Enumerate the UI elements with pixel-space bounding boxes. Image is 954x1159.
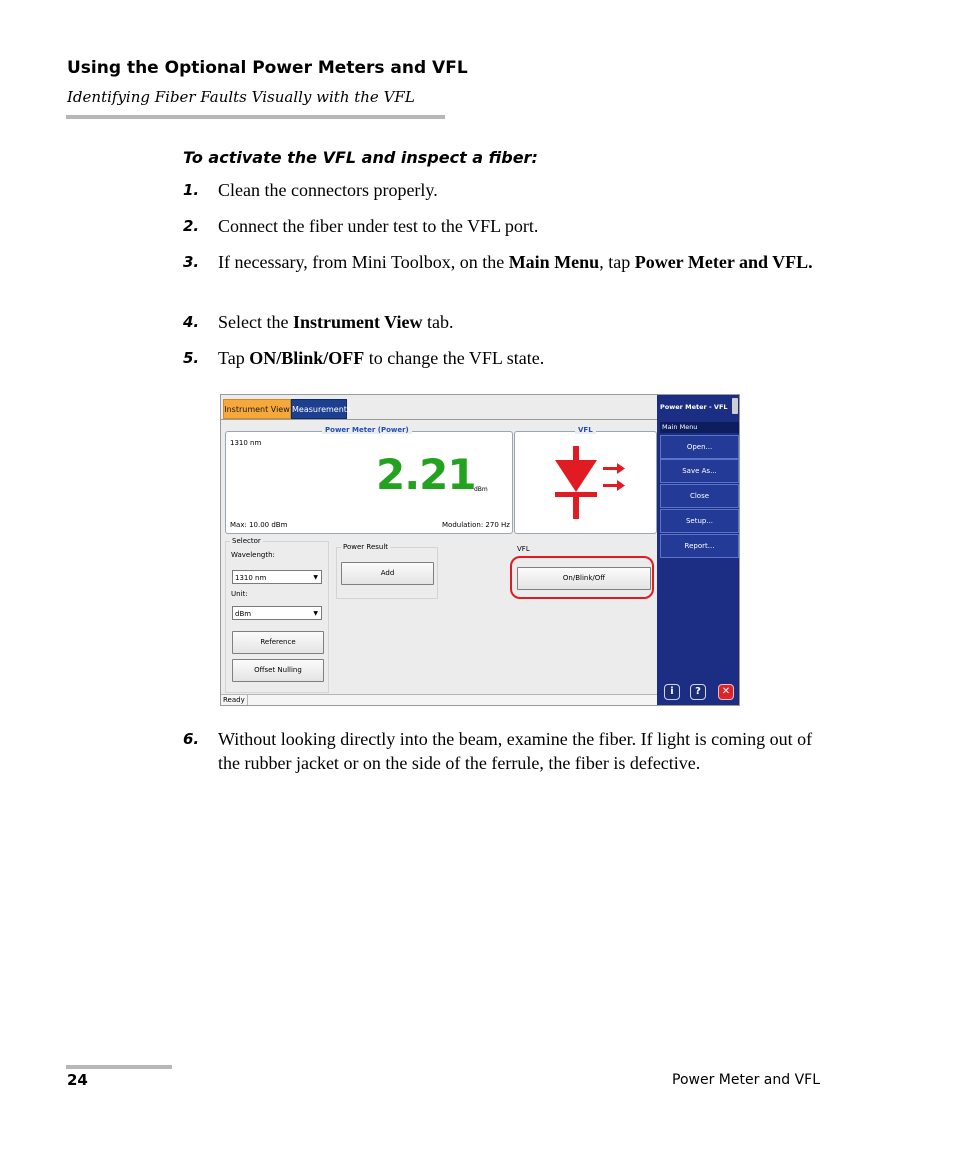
header-rule: [66, 115, 445, 119]
procedure-heading: To activate the VFL and inspect a fiber:: [183, 148, 538, 167]
step-text-bold: Instrument View: [292, 312, 423, 332]
step-text-bold: Power Meter and VFL.: [634, 252, 813, 272]
status-bar: [221, 694, 657, 706]
step-text: [218, 727, 823, 775]
menu-item-save-as[interactable]: Save As...: [660, 459, 739, 483]
menu-item-report[interactable]: Report...: [660, 534, 739, 558]
subsection-title: Identifying Fiber Faults Visually with the VFL: [67, 88, 415, 106]
menu-item-open[interactable]: Open...: [660, 435, 739, 459]
wavelength-select-value: 1310 nm: [235, 574, 267, 582]
step-5: [183, 346, 823, 370]
tab-measurements[interactable]: Measurements: [291, 399, 347, 419]
step-text-run: Connect the fiber under test to the VFL port.: [218, 216, 539, 236]
unit-select[interactable]: [232, 606, 322, 620]
info-icon[interactable]: i: [664, 684, 680, 700]
step-number: 2.: [183, 217, 200, 235]
chevron-down-icon: ▼: [313, 574, 318, 581]
footer-doc-title: Power Meter and VFL: [672, 1072, 820, 1088]
battery-icon: [732, 398, 738, 414]
close-icon[interactable]: ✕: [718, 684, 734, 700]
tab-instrument-view[interactable]: Instrument View: [223, 399, 291, 419]
power-meter-panel: [225, 426, 513, 534]
sidebar-title: Power Meter - VFL: [660, 403, 728, 411]
on-blink-off-button[interactable]: On/Blink/Off: [517, 567, 651, 590]
step-text-bold: Main Menu: [508, 252, 600, 272]
unit-select-value: dBm: [235, 610, 252, 618]
step-3: [183, 250, 823, 274]
selector-group: [225, 537, 329, 693]
instrument-screenshot: [220, 394, 740, 706]
step-2: [183, 214, 823, 238]
highlight-circle: [510, 556, 654, 599]
unit-label: Unit:: [231, 590, 248, 598]
step-text-bold: ON/Blink/OFF: [249, 348, 365, 368]
menu-item-setup[interactable]: Setup...: [660, 509, 739, 533]
add-button[interactable]: Add: [341, 562, 434, 585]
selector-legend: Selector: [232, 537, 261, 545]
offset-nulling-button[interactable]: Offset Nulling: [232, 659, 324, 682]
chevron-down-icon: ▼: [313, 610, 318, 617]
step-number: 4.: [183, 313, 200, 331]
footer-rule: [66, 1065, 172, 1069]
wavelength-select[interactable]: [232, 570, 322, 584]
power-reading: 2.21: [376, 450, 476, 499]
step-number: 3.: [183, 253, 200, 271]
step-text-run: If necessary, from Mini Toolbox, on the: [218, 252, 509, 272]
vfl-legend: VFL: [575, 426, 596, 434]
section-title: Using the Optional Power Meters and VFL: [67, 58, 468, 78]
step-1: [183, 178, 823, 202]
vfl-panel: [514, 426, 657, 534]
power-result-group: [336, 543, 438, 599]
step-text: [218, 178, 823, 202]
status-divider: [247, 695, 248, 706]
page-number: 24: [67, 1071, 88, 1089]
power-meter-legend: Power Meter (Power): [322, 426, 412, 434]
modulation-readout: Modulation: 270 Hz: [442, 521, 510, 529]
step-number: 1.: [183, 181, 200, 199]
menu-item-close[interactable]: Close: [660, 484, 739, 508]
main-menu-header: Main Menu: [660, 422, 739, 433]
step-text: [218, 250, 823, 274]
laser-diode-icon: [543, 446, 633, 524]
step-number: 6.: [183, 730, 200, 748]
power-unit: dBm: [474, 486, 488, 493]
step-text-run: Clean the connectors properly.: [218, 180, 438, 200]
vfl-control-label: VFL: [517, 545, 530, 553]
step-text-run: , tap: [599, 252, 635, 272]
step-4: [183, 310, 823, 334]
status-text: Ready: [223, 696, 245, 704]
step-text-run: to change the VFL state.: [364, 348, 545, 368]
step-text-run: tab.: [422, 312, 454, 332]
max-power: Max: 10.00 dBm: [230, 521, 288, 529]
power-result-legend: Power Result: [343, 543, 389, 551]
step-text-run: Select the: [218, 312, 293, 332]
step-text: [218, 310, 823, 334]
wavelength-label: Wavelength:: [231, 551, 275, 559]
reference-button[interactable]: Reference: [232, 631, 324, 654]
help-icon[interactable]: ?: [690, 684, 706, 700]
step-text-run: Tap: [218, 348, 250, 368]
step-number: 5.: [183, 349, 200, 367]
sidebar: [657, 395, 740, 706]
step-text: [218, 214, 823, 238]
step-6: [183, 727, 823, 775]
step-text: [218, 346, 823, 370]
wavelength-readout: 1310 nm: [230, 439, 262, 447]
step-text-run: Without looking directly into the beam, examine the fiber. If light is coming out of the rubber jacket or on the side of the ferrule, the fiber is defective.: [218, 729, 813, 773]
tab-separator: [221, 419, 657, 420]
